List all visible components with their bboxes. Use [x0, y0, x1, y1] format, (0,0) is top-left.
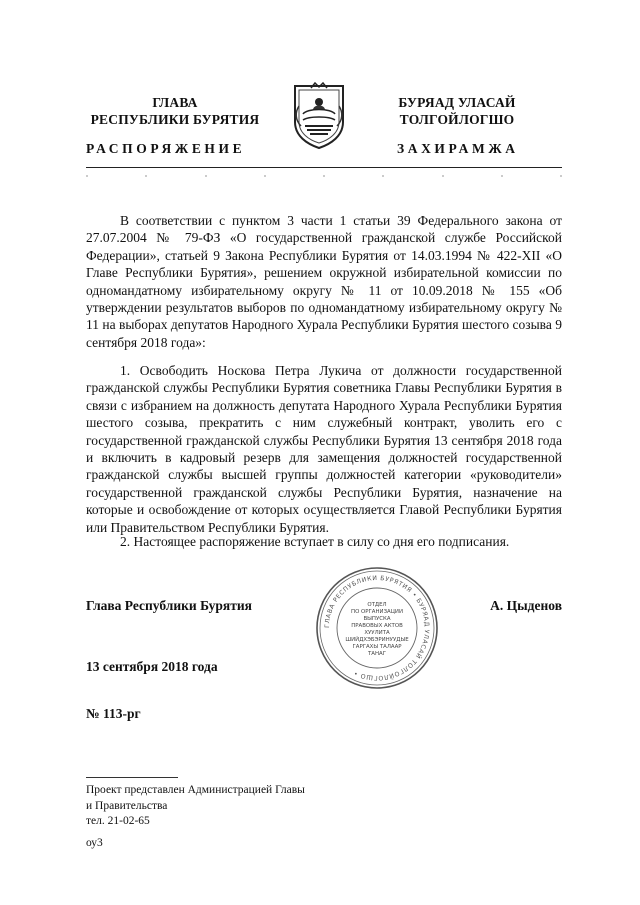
item-2-paragraph: 2. Настоящее распоряжение вступает в силу со дня его подписания.: [120, 534, 510, 549]
header-left-line1: ГЛАВА: [152, 95, 198, 110]
item-1-paragraph: 1. Освободить Носкова Петра Лукича от должности государственной гражданской службы Республики Бурятия советника Главы Республики Бурятия в связи с избранием на должность депутата Народного Хурала Республики Бурятия шестого созыва, прекратить с ним служебный контракт, уволить его с государственной гражданской службы Республики Бурятия 13 сентября 2018 года и включить в кадровый резерв для замещения должностей государственной гражданской службы высшей группы должностей категории «руководители» государственной гражданской службы Республики Бурятия, назначение на которые и освобождение от которых осуществляется Главой Республики Бурятия или Правительством Республики Бурятия.: [86, 363, 562, 535]
header-right-line2: ТОЛГОЙЛОГШО: [399, 112, 515, 127]
footer-line4: оу3: [86, 836, 103, 849]
doc-kind-ru: РАСПОРЯЖЕНИЕ: [86, 141, 246, 156]
coat-of-arms-emblem: [291, 80, 347, 150]
footer-line1: Проект представлен Администрацией Главы: [86, 784, 305, 796]
stamp-line: ОТДЕЛ: [367, 602, 387, 608]
header-left: [70, 94, 280, 128]
document-number: № 113-рг: [86, 706, 141, 721]
stamp-ring-text: ГЛАВА РЕСПУБЛИКИ БУРЯТИЯ • БУРЯАД УЛАСАЙ ТОЛГОЙЛОГШО •: [323, 574, 431, 682]
stamp-line: ПРАВОВЫХ АКТОВ: [351, 623, 403, 629]
dotted-guide: [86, 172, 562, 182]
stamp-line: ГАРГАХЫ ТАЛААР: [352, 644, 402, 650]
stamp-line: ШИЙДХЭБЭРИНУУДЫЕ: [345, 637, 409, 643]
header-left-line2: РЕСПУБЛИКИ БУРЯТИЯ: [90, 112, 260, 127]
signatory-name: А. Цыденов: [490, 598, 562, 613]
document-date: 13 сентября 2018 года: [86, 659, 218, 674]
stamp-line: ВЫПУСКА: [363, 616, 391, 622]
official-stamp: [315, 566, 439, 690]
header-right-line1: БУРЯАД УЛАСАЙ: [398, 95, 516, 110]
doc-kind-bua: ЗАХИРАМЖА: [397, 141, 519, 156]
signature-title: Глава Республики Бурятия: [86, 598, 252, 613]
footer-line3: тел. 21-02-65: [86, 815, 150, 827]
stamp-line: ПО ОРГАНИЗАЦИИ: [351, 609, 403, 615]
header-right: [352, 94, 562, 128]
footer-note: [86, 783, 305, 851]
preamble-paragraph: В соответствии с пунктом 3 части 1 статьи 39 Федерального закона от 27.07.2004 № 79-ФЗ «О государственной гражданской службе Российской Федерации», статьей 9 Закона Республики Бурятия от 14.03.1994 № 422-XII «О Главе Республики Бурятия», решением окружной избирательной комиссии по одномандатному избирательному округу № 11 от 10.09.2018 № 155 «Об утверждении результатов выборов по одномандатному избирательному округу № 11 на выборах депутатов Народного Хурала Республики Бурятия шестого созыва 9 сентября 2018 года»:: [86, 213, 562, 350]
header-divider: [86, 167, 562, 168]
stamp-line: ХУУЛИТА: [364, 630, 390, 636]
stamp-line: ТАНАГ: [367, 651, 387, 657]
footer-divider: [86, 777, 178, 778]
footer-line2: и Правительства: [86, 799, 168, 812]
